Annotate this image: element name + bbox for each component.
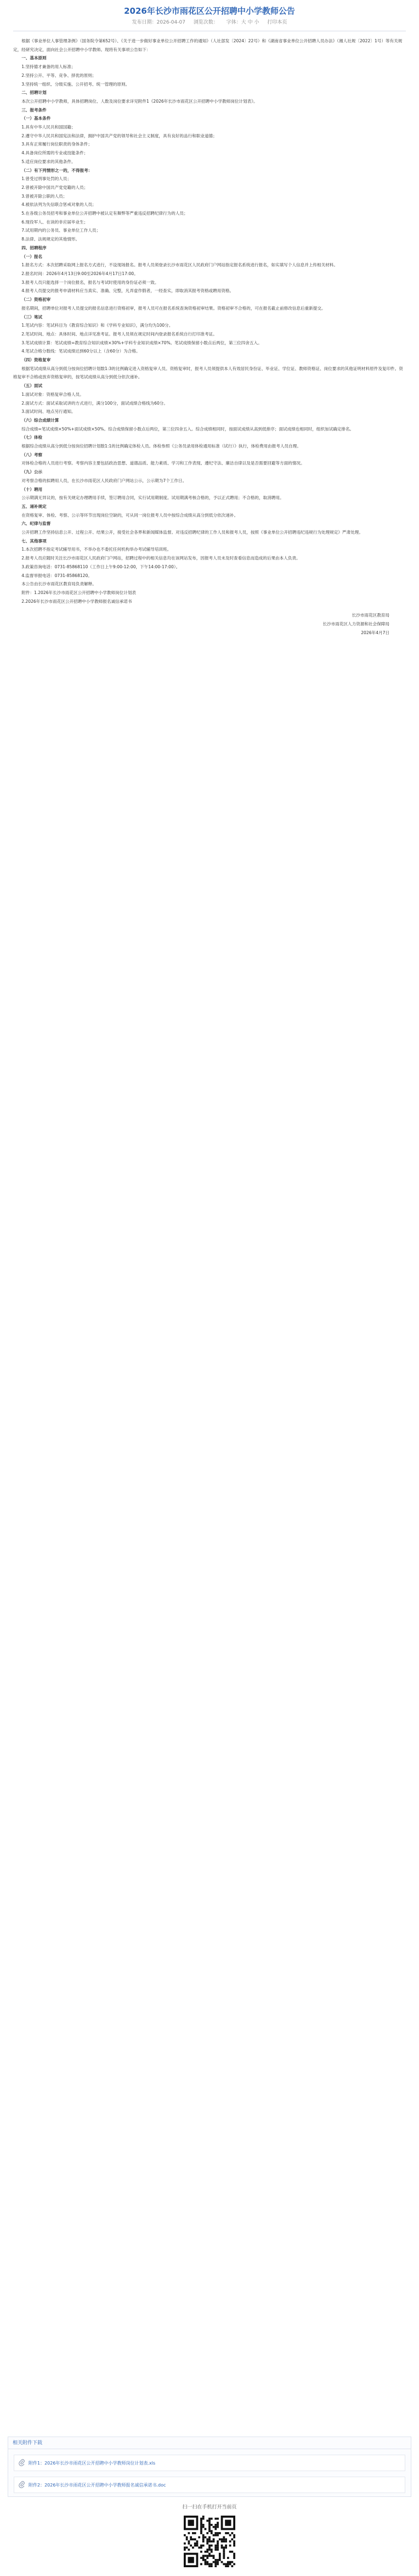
section-heading: （八）考察: [21, 452, 43, 457]
attachment-link[interactable]: [14, 2477, 405, 2493]
paragraph: 2.面试方式：面试采取试讲的方式进行，满分100分，面试成绩合格线为60分。: [21, 400, 168, 406]
paragraph: 综合成绩=笔试成绩×50%+面试成绩×50%。综合成绩保留小数点后两位，第三位四舍五入。综合成绩相同时，按面试成绩从高到低排序；面试成绩也相同时，组织加试确定排名。: [21, 426, 354, 432]
article-body: [13, 37, 406, 606]
paragraph: 4.具备岗位所需的专业或技能条件；: [21, 150, 88, 156]
article-title: 2026年长沙市雨花区公开招聘中小学教师公告: [124, 6, 295, 16]
paragraph: 本次公开招聘中小学教师，具体招聘岗位、人数及岗位要求详见附件1《2026年长沙市雨花区公开招聘中小学教师岗位计划表》。: [21, 98, 258, 104]
paragraph: 2.笔试时间、地点：具体时间、地点详见准考证。报考人员须在规定时间内登录报名系统自行打印准考证。: [21, 331, 217, 337]
paragraph: 1.本次招聘不指定考试辅导用书，不举办也不委托任何机构举办考试辅导培训班。: [21, 547, 172, 552]
section-heading: （五）面试: [21, 383, 43, 389]
paragraph: 公示期满无异议的，按有关规定办理聘用手续，签订聘用合同，实行试用期制度。试用期满考核合格的，予以正式聘用；不合格的，取消聘用。: [21, 495, 284, 501]
signature-line: 长沙市雨花区教育局: [352, 613, 389, 618]
paragraph: 根据笔试成绩从高分到低分按岗位招聘计划数1:3的比例确定进入资格复审人员。资格复审时，报考人员须提供本人有效居民身份证、毕业证、学位证、教师资格证、岗位要求的其他证明材料原件及复印件。资格复审不合格或放弃资格复审的，按笔试成绩从高分到低分依次递补。: [13, 366, 403, 380]
paragraph: 2.2026年长沙市雨花区公开招聘中小学教师报名诚信承诺书: [21, 598, 132, 604]
paragraph: 附件：1.2026年长沙市雨花区公开招聘中小学教师岗位计划表: [21, 590, 137, 595]
paragraph: 1.笔试内容：笔试科目为《教育综合知识》和《学科专业知识》，满分均为100分。: [21, 323, 173, 328]
article: [13, 0, 406, 637]
section-heading: （一）报名: [21, 254, 43, 259]
section-heading: （二）有下列情形之一的，不得报考：: [21, 167, 93, 173]
section-heading: （七）体检: [21, 435, 43, 440]
paragraph: 根据《事业单位人事管理条例》（国务院令第652号）、《关于进一步做好事业单位公开招聘工作的通知》（人社部发〔2024〕22号）和《湖南省事业单位公开招聘人员办法》（湘人社规〔2022〕1号）等有关规定，经研究决定，面向社会公开招聘中小学教师。现将有关事项公告如下：: [13, 38, 403, 52]
paragraph: 对体检合格的人员进行考察。考察内容主要包括政治思想、道德品质、能力素质、学习和工作表现、遵纪守法、廉洁自律以及是否需要回避等方面的情况。: [21, 461, 305, 466]
print-link[interactable]: 打印本页: [267, 20, 287, 25]
qr-code-icon: [184, 2516, 235, 2567]
section-heading: 一、基本原则: [21, 55, 47, 61]
paragraph: 5.适应岗位要求的其他条件。: [21, 159, 76, 164]
paragraph: 4.被依法列为失信联合惩戒对象的人员；: [21, 202, 97, 208]
paragraph: 2.报名时间：2026年4月13日9:00至2026年4月17日17:00。: [21, 271, 138, 276]
section-heading: 三、报考条件: [21, 107, 47, 113]
paragraph: 4.监督举报电话：0731-85868120。: [21, 573, 92, 578]
paragraph: 3.具有正常履行岗位职责的身体条件；: [21, 142, 92, 147]
section-heading: 七、其他事项: [21, 538, 47, 544]
article-signature: [13, 611, 406, 637]
paragraph: 1.具有中华人民共和国国籍；: [21, 125, 76, 130]
section-heading: （十）聘用: [21, 486, 43, 492]
signature-line: 长沙市雨花区人力资源和社会保障局: [322, 621, 389, 627]
paragraph: 2.遵守中华人民共和国宪法和法律，拥护中国共产党的领导和社会主义制度，具有良好的品行和职业道德；: [21, 133, 217, 138]
paragraph: 3.坚持统一组织、分级实施、公开招考、统一管理的原则。: [21, 81, 130, 87]
paperclip-icon: [19, 2481, 25, 2489]
publish-date: 发布日期：2026-04-07: [132, 20, 185, 25]
article-meta: [13, 19, 406, 26]
attachment-label: 附件1：2026年长沙市雨花区公开招聘中小学教师岗位计划表.xls: [29, 2460, 156, 2466]
paragraph: 7.试用期内的公务员、事业单位工作人员；: [21, 228, 101, 233]
attachment-link[interactable]: [14, 2455, 405, 2471]
paragraph: 根据综合成绩从高分到低分按岗位招聘计划数1:1的比例确定体检人员。体检参照《公务员录用体检通用标准（试行）》执行，体检费用由报考人员自理。: [21, 444, 301, 449]
paperclip-icon: [19, 2459, 25, 2467]
view-count: 浏览次数：: [193, 20, 218, 25]
paragraph: 1.曾受过刑事处罚的人员；: [21, 176, 71, 182]
paragraph: 8.法律、法规规定的其他情形。: [21, 237, 80, 242]
section-heading: 二、招聘计划: [21, 90, 47, 96]
section-heading: （二）资格初审: [21, 297, 51, 303]
paragraph: 对考察合格的拟聘用人员，在长沙市雨花区人民政府门户网站公示，公示期为7个工作日。: [21, 478, 187, 483]
font-size-switch[interactable]: 字体：大 中 小: [226, 20, 259, 25]
paragraph: 在资格复审、体检、考察、公示等环节出现岗位空缺的，可从同一岗位报考人员中按综合成绩从高分到低分依次递补。: [21, 512, 239, 518]
attachments-panel: [8, 2437, 411, 2497]
section-heading: （四）资格复审: [21, 357, 51, 363]
paragraph: 3.政策咨询电话：0731-85868110（工作日上午9:00-12:00，下午14:00-17:00）。: [21, 564, 180, 569]
signature-line: 2026年4月7日: [361, 630, 389, 635]
paragraph: 报名期间，招聘单位对报考人员提交的报名信息进行资格初审，报考人员可在报名系统查询资格初审结果。资格初审不合格的，可在报名截止前修改信息后重新提交。: [21, 305, 326, 311]
paragraph: 4.笔试合格分数线：笔试成绩达到60分以上（含60分）为合格。: [21, 349, 140, 354]
paragraph: 4.报考人员提交的报考申请材料应当真实、准确、完整，凡弄虚作假者，一经查实，即取消其报考资格或聘用资格。: [21, 288, 234, 294]
paragraph: 3.笔试成绩计算：笔试成绩=教育综合知识成绩×30%+学科专业知识成绩×70%。笔试成绩保留小数点后两位，第三位四舍五入。: [21, 340, 262, 345]
share-section: [0, 2504, 419, 2567]
section-heading: 四、招聘程序: [21, 245, 47, 250]
section-heading: 六、纪律与监督: [21, 521, 51, 527]
attachments-heading: 相关附件下载: [8, 2437, 411, 2449]
paragraph: 6.现役军人、在读的非应届毕业生；: [21, 219, 88, 225]
paragraph: 本公告由长沙市雨花区教育局负责解释。: [21, 581, 97, 587]
share-caption: 扫一扫在手机打开当前页: [182, 2505, 237, 2510]
paragraph: 公开招聘工作坚持信息公开、过程公开、结果公开，接受社会各界和新闻媒体监督。对违反招聘纪律的工作人员和报考人员，按照《事业单位公开招聘违纪违规行为处理规定》严肃处理。: [21, 530, 363, 535]
paragraph: 3.面试时间、地点另行通知。: [21, 409, 76, 415]
paragraph: 2.坚持公开、平等、竞争、择优的原则；: [21, 72, 97, 78]
paragraph: 1.坚持德才兼备的用人标准；: [21, 64, 76, 70]
section-heading: （六）综合成绩计算: [21, 417, 59, 423]
attachment-label: 附件2：2026年长沙市雨花区公开招聘中小学教师报名诚信承诺书.doc: [29, 2482, 166, 2488]
section-heading: （一）基本条件: [21, 116, 51, 121]
paragraph: 2.曾被开除中国共产党党籍的人员；: [21, 184, 88, 190]
paragraph: 2.报考人员应随时关注长沙市雨花区人民政府门户网站，招聘过程中的相关信息均在该网站发布，因报考人员未及时查看信息而造成的后果由本人负责。: [21, 556, 301, 561]
paragraph: 1.报名方式：本次招聘采取网上报名方式进行，不设现场报名。报考人员须登录长沙市雨花区人民政府门户网站指定报名系统进行报名，如实填写个人信息并上传相关材料。: [21, 262, 338, 268]
paragraph: 3.报考人员只能选择一个岗位报名，报名与考试时使用的身份证必须一致。: [21, 279, 159, 285]
section-heading: （三）笔试: [21, 314, 43, 320]
section-heading: （九）公示: [21, 469, 43, 475]
section-heading: 五、递补规定: [21, 503, 47, 509]
paragraph: 3.曾被开除公职的人员；: [21, 193, 67, 199]
paragraph: 1.面试对象：资格复审合格人员。: [21, 391, 84, 397]
paragraph: 5.在各级公务员招考和事业单位公开招聘中被认定有舞弊等严重违反招聘纪律行为的人员；: [21, 211, 188, 216]
